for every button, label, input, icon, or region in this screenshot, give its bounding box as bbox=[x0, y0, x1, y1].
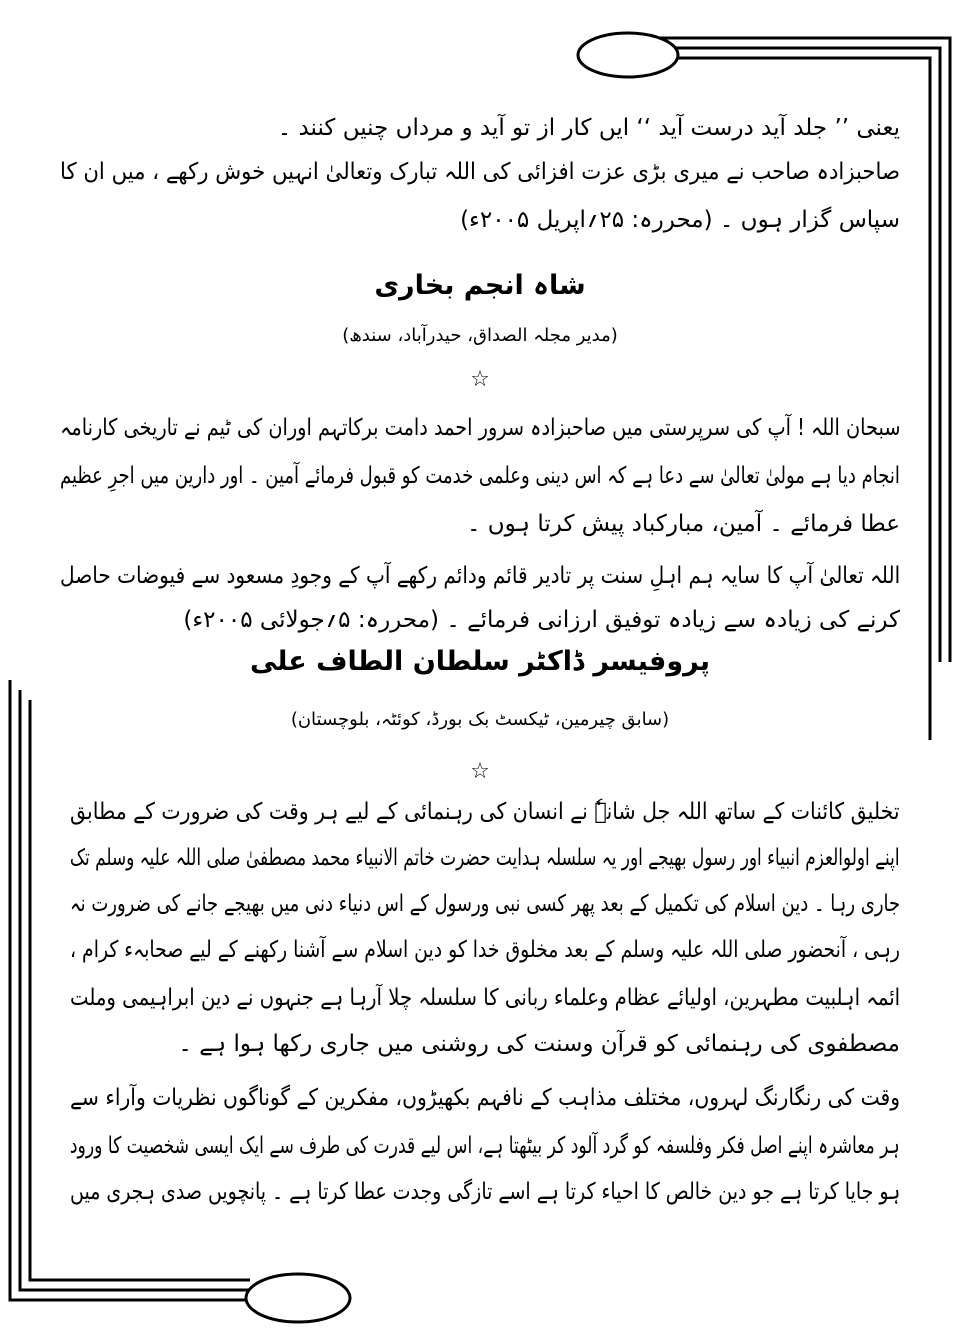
author-name: پروفیسر ڈاکٹر سلطان الطاف علی bbox=[249, 646, 711, 677]
text-line: اپنے اولوالعزم انبیاء اور رسول بھیجے اور یہ سلسلہ ہدایت حضرت خاتم الانبیاء محمد مصطفیٰ صلی اللہ علیہ وسلم تک bbox=[70, 845, 900, 871]
text-line: سبحان اللہ ! آپ کی سرپرستی میں صاحبزادہ سرور احمد دامت برکاتہم اوران کی ٹیم نے تاریخی کارنامہ bbox=[59, 415, 900, 441]
bottom-ornament-oval bbox=[246, 1274, 350, 1322]
text-line: اللہ تعالیٰ آپ کا سایہ ہم اہلِ سنت پر تادیر قائم ودائم رکھے آپ کے وجودِ مسعود سے فیوضات حاصل bbox=[59, 563, 900, 589]
text-line: سپاس گزار ہوں ۔ (محررہ: ۲۵؍اپریل ۲۰۰۵ء) bbox=[460, 207, 900, 233]
text-line: تخلیق کائنات کے ساتھ اللہ جل شانہٗ نے انسان کی رہنمائی کے لیے ہر وقت کی ضرورت کے مطابق bbox=[70, 799, 900, 825]
text-line: عطا فرمائے ۔ آمین، مبارکباد پیش کرتا ہوں ۔ bbox=[467, 511, 900, 537]
text-line: رہی ، آنحضور صلی اللہ علیہ وسلم کے بعد مخلوق خدا کو دین اسلام سے آشنا رکھنے کے لیے صحابہء کرام ، bbox=[70, 937, 900, 963]
essay-body bbox=[70, 796, 900, 1216]
text-line: ہو جایا کرتا ہے جو دین خالص کا احیاء کرتا ہے اسے تازگی وجدت عطا کرتا ہے ۔ پانچویں صدی ہجری میں bbox=[69, 1179, 900, 1205]
author-name: شاہ انجم بخاری bbox=[374, 270, 586, 301]
text-line: ائمہ اہلبیت مطہرین، اولیائے عظام وعلماء ربانی کا سلسلہ چلا آرہا ہے جنہوں نے دین ابراہیمی وملت bbox=[69, 985, 900, 1011]
author-affiliation: (سابق چیرمین، ٹیکسٹ بک بورڈ، کوئٹہ، بلوچستان) bbox=[290, 709, 670, 730]
star-divider-icon: ☆ bbox=[470, 759, 490, 784]
text-line: جاری رہا ۔ دین اسلام کی تکمیل کے بعد پھر کسی نبی ورسول کے اس دنیاء دنی میں بھیجے جانے کی ضرورت نہ bbox=[69, 891, 900, 917]
author-affiliation: (مدیر مجلہ الصداق، حیدرآباد، سندھ) bbox=[342, 325, 618, 346]
star-divider-icon: ☆ bbox=[470, 367, 490, 392]
text-line: انجام دیا ہے مولیٰ تعالیٰ سے دعا ہے کہ اس دینی وعلمی خدمت کو قبول فرمائے آمین ۔ اور دارین میں اجرِ عظیم bbox=[60, 463, 900, 489]
tribute-block-2 bbox=[59, 412, 900, 784]
text-line: ہر معاشرہ اپنے اصل فکر وفلسفہ کو گرد آلود کر بیٹھتا ہے، اس لیے قدرت کی طرف سے ایک ایسی شخصیت کا ورود bbox=[70, 1133, 900, 1159]
text-line: مصطفوی کی رہنمائی کو قرآن وسنت کی روشنی میں جاری رکھا ہوا ہے ۔ bbox=[178, 1031, 900, 1057]
text-line: کرنے کی زیادہ سے زیادہ توفیق ارزانی فرمائے ۔ (محررہ: ۵؍جولائی ۲۰۰۵ء) bbox=[183, 607, 900, 633]
text-line: صاحبزادہ صاحب نے میری بڑی عزت افزائی کی اللہ تبارک وتعالیٰ انہیں خوش رکھے ، میں ان کا bbox=[59, 159, 900, 185]
top-ornament-oval bbox=[578, 33, 678, 77]
text-line: یعنی ’’ جلد آید درست آید ‘‘ ایں کار از تو آید و مرداں چنیں کنند ۔ bbox=[277, 115, 900, 141]
text-line: وقت کی رنگارنگ لہروں، مختلف مذاہب کے نافہم بکھیڑوں، مفکرین کے گوناگوں نظریات وآراء سے bbox=[69, 1085, 900, 1111]
